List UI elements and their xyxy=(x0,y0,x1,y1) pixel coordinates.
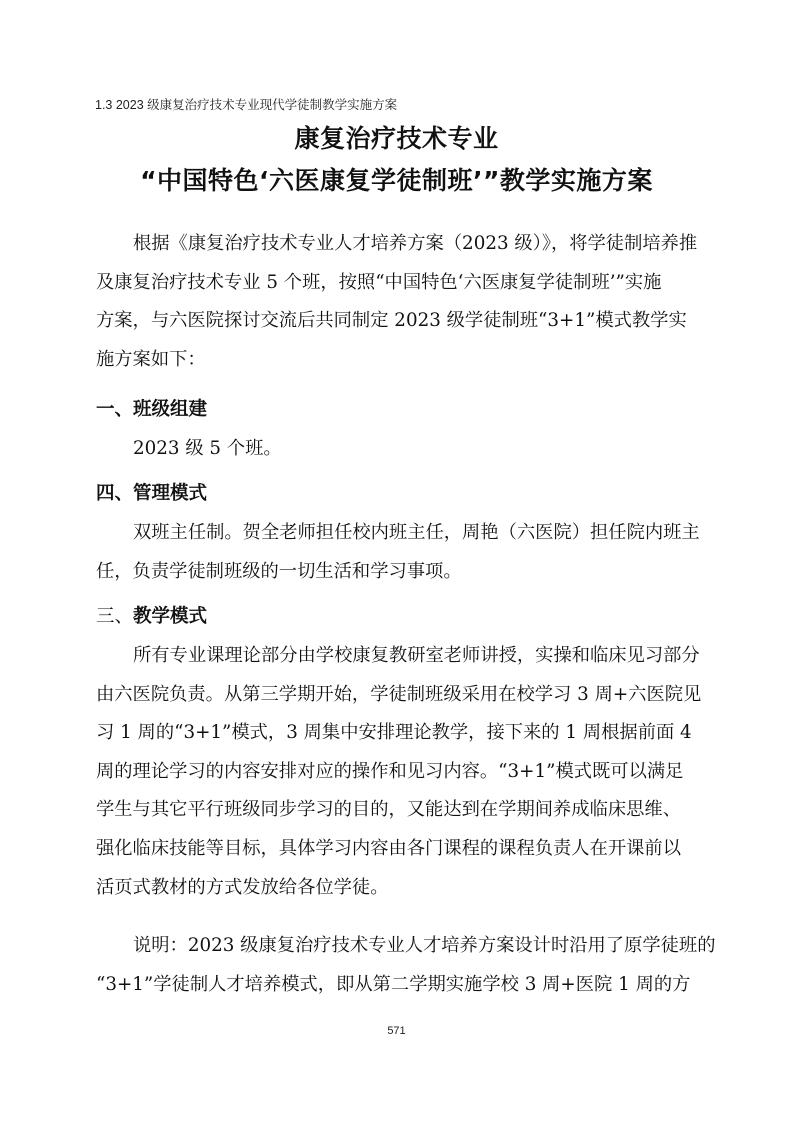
section3-heading-prefix: 三、 xyxy=(96,606,134,627)
section1-paragraph xyxy=(96,430,700,469)
note-line: “3+1”学徒制人才培养模式，即从第二学期实施学校 3 周+医院 1 周的方 xyxy=(96,973,691,995)
document-subtitle: “中国特色‘六医康复学徒制班’”教学实施方案 xyxy=(140,166,653,195)
intro-line: 根据《康复治疗技术专业人才培养方案（2023 级）》，将学徒制培养推 xyxy=(133,233,698,254)
section3-line: 习 1 周的“3+1”模式，3 周集中安排理论教学，接下来的 1 周根据前面 4 xyxy=(96,722,692,744)
section-heading-class-formation: 一、班级组建 xyxy=(96,399,208,420)
section3-heading-text: 教学模式 xyxy=(133,606,208,627)
intro-line: 施方案如下： xyxy=(96,348,206,370)
section-heading-management-mode: 四、管理模式 xyxy=(96,483,208,504)
section3-line: 周的理论学习的内容安排对应的操作和见习内容。“3+1”模式既可以满足 xyxy=(96,760,684,782)
section3-line: 由六医院负责。从第三学期开始，学徒制班级采用在校学习 3 周+六医院见 xyxy=(96,683,702,705)
section3-line: 活页式教材的方式发放给各位学徒。 xyxy=(96,876,389,898)
intro-line: 及康复治疗技术专业 5 个班，按照“中国特色‘六医康复学徒制班’”实施 xyxy=(96,271,662,293)
section3-line: 学生与其它平行班级同步学习的目的，又能达到在学期间养成临床思维、 xyxy=(96,799,681,821)
note-line: 说明：2023 级康复治疗技术专业人才培养方案设计时沿用了原学徒班的 xyxy=(133,935,716,956)
running-header: 1.3 2023 级康复治疗技术专业现代学徒制教学实施方案 xyxy=(95,98,398,112)
section2-line: 任，负责学徒制班级的一切生活和学习事项。 xyxy=(96,560,462,582)
section3-line: 强化临床技能等目标，具体学习内容由各门课程的课程负责人在开课前以 xyxy=(96,837,681,859)
section3-paragraph xyxy=(96,637,700,907)
intro-paragraph xyxy=(96,225,700,379)
section1-line: 2023 级 5 个班。 xyxy=(133,438,282,459)
intro-line: 方案，与六医院探讨交流后共同制定 2023 级学徒制班“3+1”模式教学实 xyxy=(96,310,687,332)
page-number: 571 xyxy=(387,1025,406,1037)
note-paragraph xyxy=(96,927,716,1004)
section2-paragraph xyxy=(96,514,700,591)
section2-line: 双班主任制。贺全老师担任校内班主任，周艳（六医院）担任院内班主 xyxy=(133,522,700,543)
section3-line: 所有专业课理论部分由学校康复教研室老师讲授，实操和临床见习部分 xyxy=(133,645,700,666)
document-title: 康复治疗技术专业 xyxy=(294,124,499,153)
section-heading-teaching-mode xyxy=(96,602,207,628)
